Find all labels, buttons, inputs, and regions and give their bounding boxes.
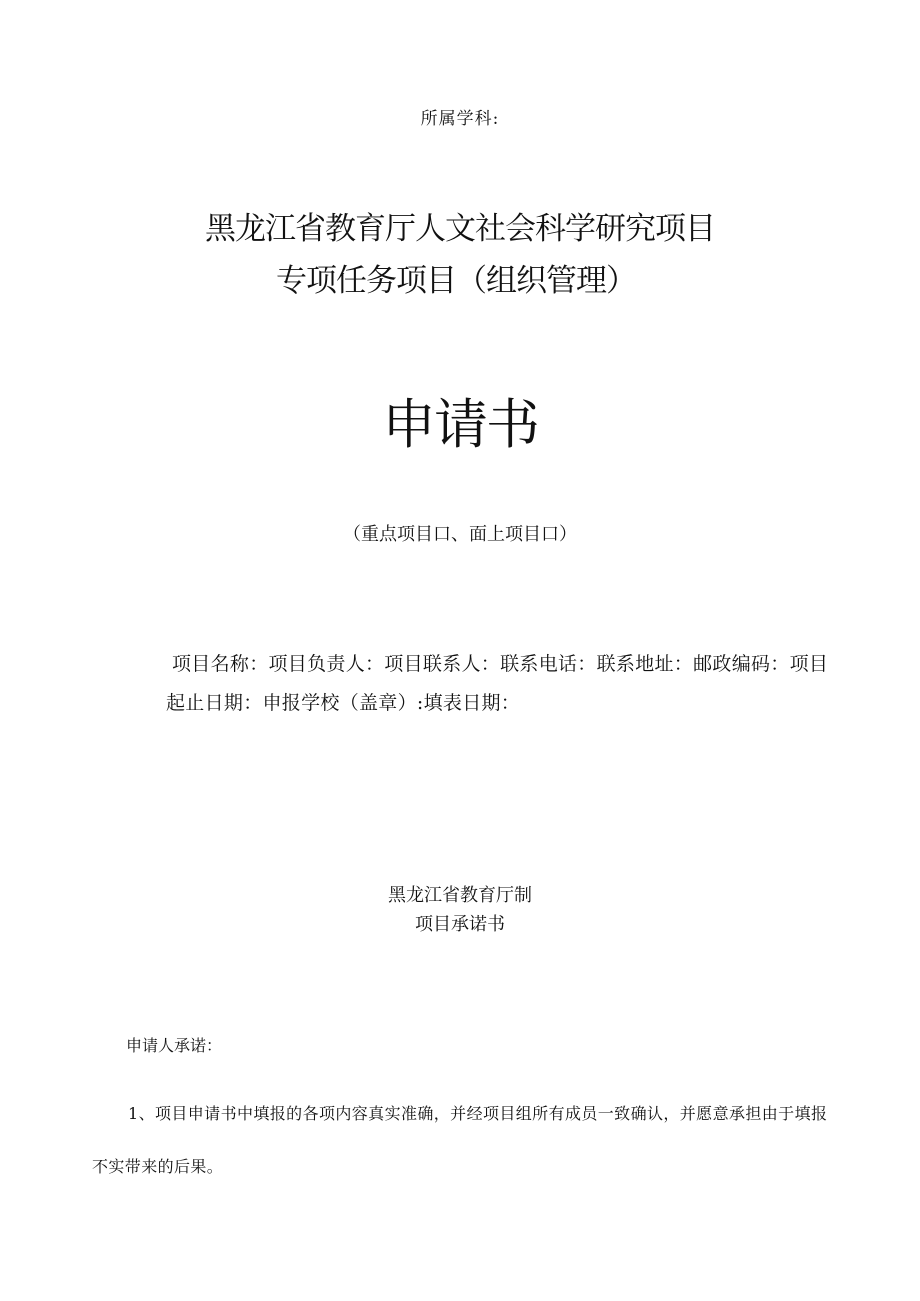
pledge-title: 项目承诺书	[415, 914, 505, 935]
document-title-line-1: 黑龙江省教育厅人文社会科学研究项目	[205, 211, 715, 247]
subject-label: 所属学科:	[420, 109, 500, 129]
project-type-options: （重点项目口、面上项目口）	[343, 524, 577, 545]
pledge-clause-1: 1、项目申请书中填报的各项内容真实准确，并经项目组所有成员一致确认，并愿意承担由于填报不实带来的后果。	[92, 1104, 828, 1176]
document-title-line-2: 专项任务项目（组织管理）	[276, 263, 636, 299]
applicant-pledge-label: 申请人承诺：	[126, 1036, 223, 1055]
cover-fields-paragraph: 项目名称：项目负责人：项目联系人：联系电话：联系地址：邮政编码：项目起止日期：申报学校（盖章）:填表日期：	[166, 653, 829, 714]
document-type-heading: 申请书	[382, 393, 538, 456]
issuer-line: 黑龙江省教育厅制	[388, 885, 532, 906]
